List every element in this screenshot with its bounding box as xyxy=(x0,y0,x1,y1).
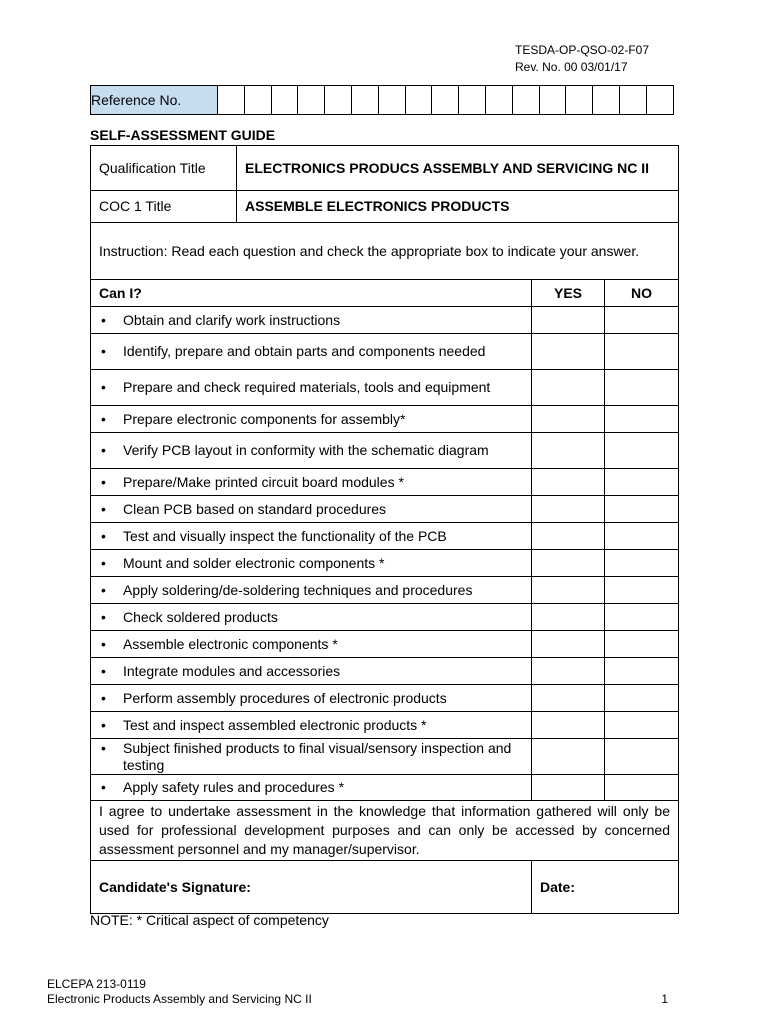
assessment-table xyxy=(90,145,679,914)
yes-checkbox-cell[interactable] xyxy=(532,577,605,604)
question-cell xyxy=(91,658,532,685)
question-cell xyxy=(91,577,532,604)
items-body xyxy=(91,307,679,801)
yes-checkbox-cell[interactable] xyxy=(532,370,605,406)
yes-checkbox-cell[interactable] xyxy=(532,307,605,334)
question-cell xyxy=(91,496,532,523)
no-checkbox-cell[interactable] xyxy=(605,496,679,523)
no-checkbox-cell[interactable] xyxy=(605,739,679,775)
yes-checkbox-cell[interactable] xyxy=(532,775,605,801)
table-row xyxy=(91,433,679,469)
question-text: • Test and inspect assembled electronic products * xyxy=(99,717,523,734)
question-cell xyxy=(91,370,532,406)
no-checkbox-cell[interactable] xyxy=(605,604,679,631)
no-checkbox-cell[interactable] xyxy=(605,775,679,801)
table-row xyxy=(91,469,679,496)
reference-digit-box[interactable] xyxy=(432,86,459,114)
table-row xyxy=(91,604,679,631)
reference-digit-box[interactable] xyxy=(406,86,433,114)
signature-label: Candidate's Signature: xyxy=(91,861,532,914)
yes-checkbox-cell[interactable] xyxy=(532,334,605,370)
question-text: • Verify PCB layout in conformity with the schematic diagram xyxy=(99,442,523,459)
guide-title: SELF-ASSESSMENT GUIDE xyxy=(90,127,276,143)
no-checkbox-cell[interactable] xyxy=(605,577,679,604)
no-checkbox-cell[interactable] xyxy=(605,469,679,496)
yes-checkbox-cell[interactable] xyxy=(532,739,605,775)
reference-digit-box[interactable] xyxy=(218,86,245,114)
reference-digit-box[interactable] xyxy=(245,86,272,114)
reference-label: Reference No. xyxy=(91,86,218,114)
reference-digit-box[interactable] xyxy=(325,86,352,114)
question-cell xyxy=(91,469,532,496)
question-column-header: Can I? xyxy=(91,280,532,307)
question-cell xyxy=(91,433,532,469)
qualification-row xyxy=(91,146,679,191)
question-text: • Clean PCB based on standard procedures xyxy=(99,501,523,518)
question-cell xyxy=(91,406,532,433)
yes-checkbox-cell[interactable] xyxy=(532,550,605,577)
yes-column-header: YES xyxy=(532,280,605,307)
coc-row xyxy=(91,191,679,223)
reference-digit-box[interactable] xyxy=(352,86,379,114)
question-cell xyxy=(91,775,532,801)
question-text: • Prepare and check required materials, tools and equipment xyxy=(99,379,523,396)
coc-value: ASSEMBLE ELECTRONICS PRODUCTS xyxy=(237,191,679,223)
yes-checkbox-cell[interactable] xyxy=(532,469,605,496)
question-cell xyxy=(91,334,532,370)
reference-digit-box[interactable] xyxy=(459,86,486,114)
question-cell xyxy=(91,550,532,577)
form-code: TESDA-OP-QSO-02-F07 xyxy=(515,43,650,57)
table-row xyxy=(91,577,679,604)
instruction-row xyxy=(91,223,679,280)
column-header-row xyxy=(91,280,679,307)
question-text: • Identify, prepare and obtain parts and components needed xyxy=(99,343,523,360)
yes-checkbox-cell[interactable] xyxy=(532,712,605,739)
question-text: • Apply soldering/de-soldering techniques and procedures xyxy=(99,582,523,599)
question-cell xyxy=(91,739,532,775)
question-text: • Test and visually inspect the functionality of the PCB xyxy=(99,528,523,545)
table-row xyxy=(91,712,679,739)
question-text: • Mount and solder electronic components * xyxy=(99,555,523,572)
no-checkbox-cell[interactable] xyxy=(605,334,679,370)
no-checkbox-cell[interactable] xyxy=(605,406,679,433)
no-checkbox-cell[interactable] xyxy=(605,712,679,739)
no-checkbox-cell[interactable] xyxy=(605,631,679,658)
reference-digit-box[interactable] xyxy=(647,86,673,114)
yes-checkbox-cell[interactable] xyxy=(532,604,605,631)
question-text: • Subject finished products to final visual/sensory inspection and testing xyxy=(99,740,523,774)
no-checkbox-cell[interactable] xyxy=(605,685,679,712)
question-text: • Obtain and clarify work instructions xyxy=(99,312,523,329)
date-label: Date: xyxy=(532,861,679,914)
reference-digit-box[interactable] xyxy=(566,86,593,114)
form-header xyxy=(515,42,649,76)
agreement-text: I agree to undertake assessment in the knowledge that information gathered will only be used for professional development purposes and can only be accessed by concerned assessment personnel and my manager/supervisor. xyxy=(91,801,679,861)
table-row xyxy=(91,370,679,406)
agreement-row xyxy=(91,801,679,861)
no-checkbox-cell[interactable] xyxy=(605,550,679,577)
signature-row xyxy=(91,861,679,914)
reference-digit-box[interactable] xyxy=(272,86,299,114)
no-checkbox-cell[interactable] xyxy=(605,307,679,334)
qualification-value: ELECTRONICS PRODUCS ASSEMBLY AND SERVICING NC II xyxy=(237,146,679,191)
reference-digit-box[interactable] xyxy=(298,86,325,114)
no-checkbox-cell[interactable] xyxy=(605,523,679,550)
yes-checkbox-cell[interactable] xyxy=(532,523,605,550)
question-text: • Integrate modules and accessories xyxy=(99,663,523,680)
page-number: 1 xyxy=(661,992,668,1006)
footer-code: ELCEPA 213-0119 xyxy=(47,977,146,991)
no-checkbox-cell[interactable] xyxy=(605,370,679,406)
question-text: • Prepare/Make printed circuit board modules * xyxy=(99,474,523,491)
table-row xyxy=(91,631,679,658)
question-cell xyxy=(91,712,532,739)
reference-digit-box[interactable] xyxy=(540,86,567,114)
revision-number: Rev. No. 00 03/01/17 xyxy=(515,60,628,74)
table-row xyxy=(91,307,679,334)
table-row xyxy=(91,523,679,550)
yes-checkbox-cell[interactable] xyxy=(532,496,605,523)
reference-digit-box[interactable] xyxy=(513,86,540,114)
reference-digit-box[interactable] xyxy=(593,86,620,114)
table-row xyxy=(91,775,679,801)
table-row xyxy=(91,658,679,685)
qualification-label: Qualification Title xyxy=(91,146,237,191)
no-checkbox-cell[interactable] xyxy=(605,433,679,469)
critical-note: NOTE: * Critical aspect of competency xyxy=(90,912,329,928)
footer xyxy=(47,977,312,1007)
reference-digit-box[interactable] xyxy=(379,86,406,114)
question-cell xyxy=(91,307,532,334)
no-column-header: NO xyxy=(605,280,679,307)
reference-digit-box[interactable] xyxy=(620,86,647,114)
question-cell xyxy=(91,604,532,631)
coc-label: COC 1 Title xyxy=(91,191,237,223)
question-cell xyxy=(91,523,532,550)
table-row xyxy=(91,496,679,523)
reference-boxes xyxy=(218,86,673,114)
question-text: • Assemble electronic components * xyxy=(99,636,523,653)
yes-checkbox-cell[interactable] xyxy=(532,658,605,685)
table-row xyxy=(91,739,679,775)
question-text: • Check soldered products xyxy=(99,609,523,626)
question-text: • Apply safety rules and procedures * xyxy=(99,779,523,796)
reference-number-row xyxy=(90,85,674,115)
question-cell xyxy=(91,631,532,658)
no-checkbox-cell[interactable] xyxy=(605,658,679,685)
reference-digit-box[interactable] xyxy=(486,86,513,114)
question-text: • Prepare electronic components for assembly* xyxy=(99,411,523,428)
footer-title: Electronic Products Assembly and Servicing NC II xyxy=(47,992,312,1006)
yes-checkbox-cell[interactable] xyxy=(532,631,605,658)
instruction-text: Instruction: Read each question and check the appropriate box to indicate your answer. xyxy=(91,223,679,280)
yes-checkbox-cell[interactable] xyxy=(532,685,605,712)
question-text: • Perform assembly procedures of electronic products xyxy=(99,690,523,707)
table-row xyxy=(91,550,679,577)
yes-checkbox-cell[interactable] xyxy=(532,406,605,433)
table-row xyxy=(91,334,679,370)
question-cell xyxy=(91,685,532,712)
yes-checkbox-cell[interactable] xyxy=(532,433,605,469)
table-row xyxy=(91,685,679,712)
table-row xyxy=(91,406,679,433)
